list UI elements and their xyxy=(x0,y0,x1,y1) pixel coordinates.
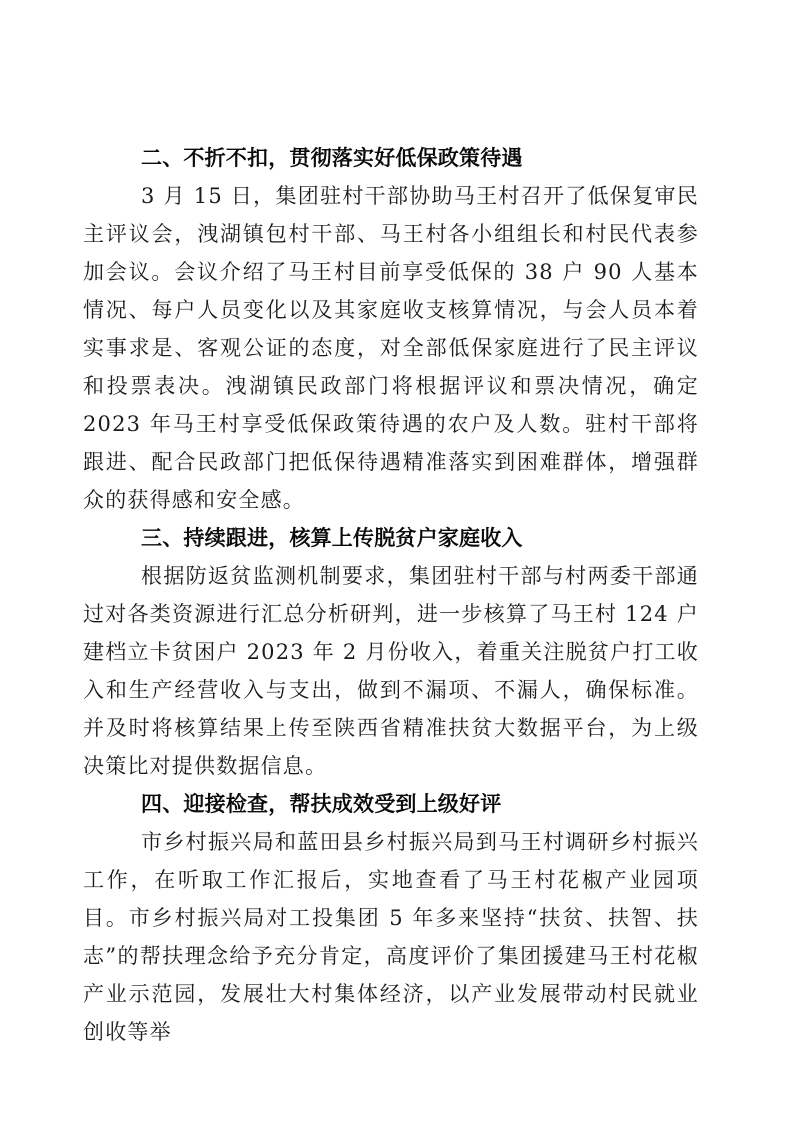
section-paragraph-3: 根据防返贫监测机制要求，集团驻村干部与村两委干部通过对各类资源进行汇总分析研判，进一步核算了马王村 124 户建档立卡贫困户 2023 年 2 月份收入，着重关注脱贫户打工收入和生产经营收入与支出，做到不漏项、不漏人，确保标准。并及时将核算结果上传至陕西省精准扶贫大数据平台，为上级决策比对提供数据信息。 xyxy=(83,564,699,778)
section-heading-2: 二、不折不扣，贯彻落实好低保政策待遇 xyxy=(141,146,523,170)
section-paragraph-4: 市乡村振兴局和蓝田县乡村振兴局到马王村调研乡村振兴工作，在听取工作汇报后，实地查看了马王村花椒产业园项目。市乡村振兴局对工投集团 5 年多来坚持“扶贫、扶智、扶志”的帮扶理念给予充分肯定，高度评价了集团援建马王村花椒产业示范园，发展壮大村集体经济，以产业发展带动村民就业创收等举 xyxy=(83,830,699,1044)
section-heading-3: 三、持续跟进，核算上传脱贫户家庭收入 xyxy=(141,526,523,550)
document-content xyxy=(83,139,699,1051)
section-paragraph-2: 3 月 15 日，集团驻村干部协助马王村召开了低保复审民主评议会，洩湖镇包村干部、马王村各小组组长和村民代表参加会议。会议介绍了马王村目前享受低保的 38 户 90 人基本情况、每户人员变化以及其家庭收支核算情况，与会人员本着实事求是、客观公证的态度，对全部低保家庭进行了民主评议和投票表决。洩湖镇民政部门将根据评议和票决情况，确定 2023 年马王村享受低保政策待遇的农户及人数。驻村干部将跟进、配合民政部门把低保待遇精准落实到困难群体，增强群众的获得感和安全感。 xyxy=(83,184,699,512)
section-heading-4: 四、迎接检查，帮扶成效受到上级好评 xyxy=(141,792,502,816)
